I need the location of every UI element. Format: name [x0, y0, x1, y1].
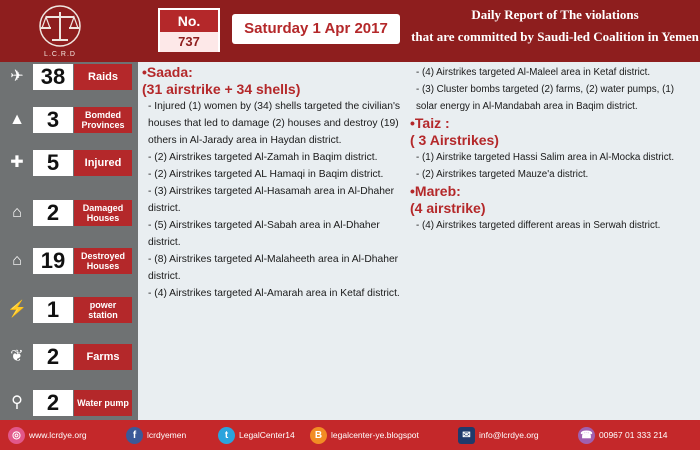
twitter-icon: t: [218, 427, 235, 444]
stat-provinces: [0, 105, 138, 133]
violation-item: - Injured (1) women by (34) shells targeted the civilian's houses that led to damage (2) houses and destroy (19) others in Al-Jarady area in Haydan district.: [148, 101, 401, 146]
blogger-icon: B: [310, 427, 327, 444]
stat-value: 2: [33, 200, 73, 226]
lcrd-logo: [28, 4, 92, 58]
destroyed-house-icon: ⌂: [12, 252, 22, 269]
stats-sidebar: [0, 62, 138, 420]
stat-water-pump: [0, 388, 138, 416]
plane-icon: ✈: [10, 68, 24, 85]
stat-value: 19: [33, 248, 73, 274]
stat-label: Raids: [74, 64, 132, 90]
mareb-subtitle: (4 airstrike): [410, 200, 486, 216]
stat-value: 2: [33, 390, 73, 416]
stat-label: Bomded Provinces: [74, 107, 132, 133]
title-line-2: that are committed by Saudi-led Coalition in Yemen: [411, 29, 699, 44]
stat-raids: [0, 62, 138, 90]
mail-icon: ✉: [458, 427, 475, 444]
taiz-title: •Taiz :: [410, 115, 450, 131]
report-title: [410, 4, 700, 48]
violation-item: - (4) Airstrikes targeted different areas in Serwah district.: [416, 220, 661, 231]
stat-label: power station: [74, 297, 132, 323]
stat-label: Destroyed Houses: [74, 248, 132, 274]
stat-power-station: [0, 295, 138, 323]
violation-item: - (2) Airstrikes targeted AL Hamaqi in Baqim district.: [148, 169, 384, 180]
footer-blog[interactable]: [310, 426, 419, 444]
violation-item: - (2) Airstrikes targeted Mauze'a district.: [416, 169, 589, 180]
violation-item: - (1) Airstrike targeted Hassi Salim area in Al-Mocka district.: [416, 152, 675, 163]
stat-label: Injured: [74, 150, 132, 176]
violation-item: - (4) Airstrikes targeted Al-Amarah area in Ketaf district.: [148, 288, 400, 299]
footer-facebook-text: lcrdyemen: [147, 430, 187, 440]
damaged-house-icon: ⌂: [12, 204, 22, 221]
mareb-title: •Mareb:: [410, 183, 461, 199]
content-right-column: [410, 64, 696, 234]
stat-destroyed-houses: [0, 246, 138, 274]
issue-label: No.: [160, 10, 218, 32]
header: [0, 0, 700, 62]
footer-website[interactable]: [8, 426, 87, 444]
stat-value: 38: [33, 64, 73, 90]
stat-value: 1: [33, 297, 73, 323]
violation-item: - (3) Airstrikes targeted Al-Hasamah area in Al-Dhaher district.: [148, 186, 395, 214]
violation-item: - (3) Cluster bombs targeted (2) farms, (2) water pumps, (1) solar energy in Al-Mandabah area in Baqim district.: [416, 84, 675, 112]
stat-label: Water pump: [74, 390, 132, 416]
stat-label: Farms: [74, 344, 132, 370]
stat-value: 2: [33, 344, 73, 370]
water-pump-icon: ⚲: [11, 394, 23, 411]
content-left-column: [142, 64, 408, 302]
violation-item: - (8) Airstrikes targeted Al-Malaheeth area in Al-Dhaher district.: [148, 254, 399, 282]
scales-of-justice-icon: [28, 4, 92, 48]
stat-value: 3: [33, 107, 73, 133]
logo-text: L.C.R.D: [44, 51, 76, 58]
report-date: Saturday 1 Apr 2017: [232, 14, 400, 44]
footer-website-text: www.lcrdye.org: [29, 430, 87, 440]
footer-phone-text: 00967 01 333 214: [599, 430, 668, 440]
stat-value: 5: [33, 150, 73, 176]
issue-box: [158, 8, 220, 52]
footer: [0, 420, 700, 450]
dribbble-icon: ◎: [8, 427, 25, 444]
report-content: [138, 62, 700, 420]
title-line-1: Daily Report of The violations: [471, 7, 639, 22]
violation-item: - (2) Airstrikes targeted Al-Zamah in Baqim district.: [148, 152, 378, 163]
footer-email[interactable]: [458, 426, 539, 444]
footer-phone[interactable]: [578, 426, 668, 444]
footer-twitter[interactable]: [218, 426, 295, 444]
saada-subtitle: (31 airstrike + 34 shells): [142, 81, 301, 97]
stat-label: Damaged Houses: [74, 200, 132, 226]
footer-twitter-text: LegalCenter14: [239, 430, 295, 440]
farm-icon: ❦: [10, 348, 24, 365]
footer-facebook[interactable]: [126, 426, 186, 444]
phone-icon: ☎: [578, 427, 595, 444]
stat-damaged-houses: [0, 198, 138, 226]
facebook-icon: f: [126, 427, 143, 444]
violation-item: - (5) Airstrikes targeted Al-Sabah area in Al-Dhaher district.: [148, 220, 380, 248]
saada-title: •Saada:: [142, 64, 193, 80]
power-tower-icon: ⚡: [7, 301, 27, 318]
yemen-map-icon: ▲: [9, 111, 25, 128]
stat-farms: [0, 342, 138, 370]
wounded-person-icon: ✚: [10, 154, 24, 171]
stat-injured: [0, 148, 138, 176]
issue-number: 737: [160, 32, 218, 52]
taiz-subtitle: ( 3 Airstrikes): [410, 132, 499, 148]
footer-email-text: info@lcrdye.org: [479, 430, 539, 440]
footer-blog-text: legalcenter-ye.blogspot: [331, 430, 419, 440]
violation-item: - (4) Airstrikes targeted Al-Maleel area in Ketaf district.: [416, 67, 651, 78]
